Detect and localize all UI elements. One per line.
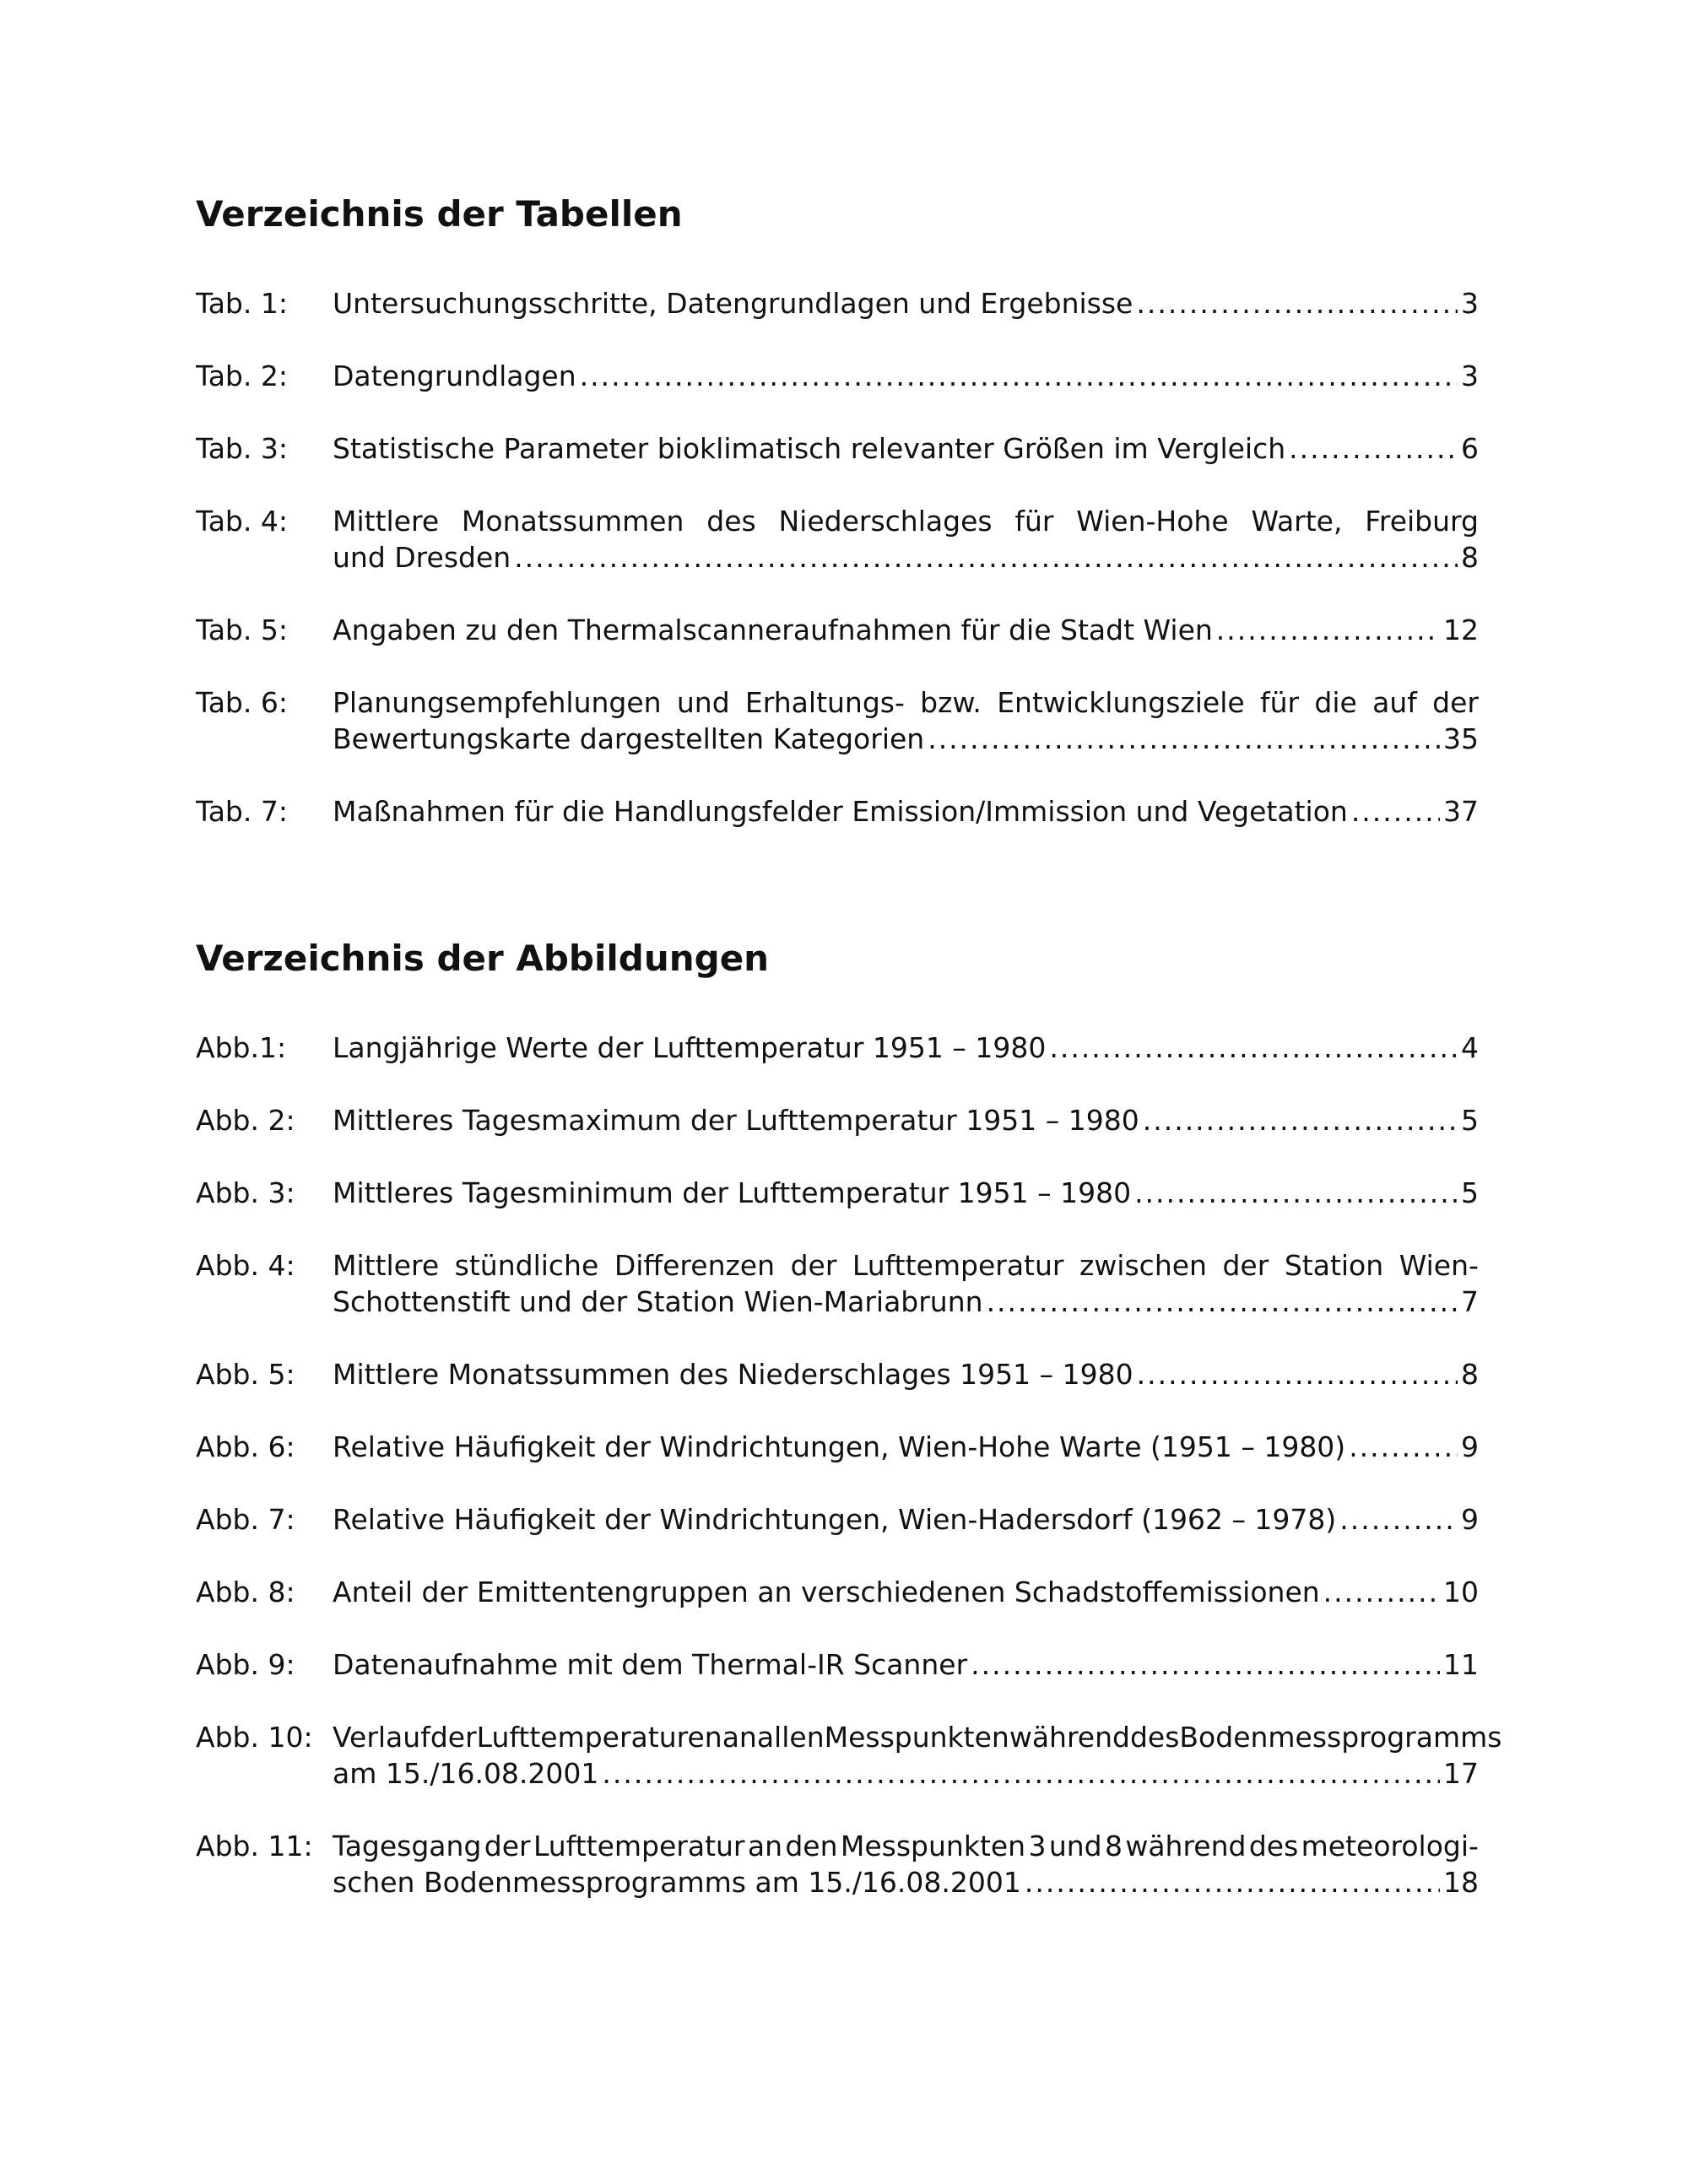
entry-last-line: [333, 1646, 1479, 1683]
entry-label: Abb. 6:: [196, 1430, 295, 1463]
entry-text-line: Verlauf der Lufttemperaturen an allen Messpunkten während des Bodenmessprogramms: [333, 1721, 1502, 1754]
entry-label: Tab. 2:: [196, 359, 288, 392]
list-item: [196, 430, 1479, 467]
entry-label: Abb. 7:: [196, 1503, 295, 1536]
entry-body: [333, 684, 1479, 757]
entry-label: Abb. 11:: [196, 1830, 313, 1862]
list-item: [196, 1574, 1479, 1610]
entry-text-line: Mittlere Monatssummen des Niederschlages für Wien-Hohe Warte, Freiburg: [333, 505, 1479, 538]
page-number: 17: [1443, 1757, 1479, 1790]
dot-leader: [1134, 1175, 1458, 1211]
entry-title: Angaben zu den Thermalscanneraufnahmen für die Stadt Wien: [333, 614, 1213, 646]
entry-title: Statistische Parameter bioklimatisch relevanter Größen im Vergleich: [333, 432, 1286, 465]
page-number: 12: [1443, 614, 1479, 646]
dot-leader: [580, 358, 1458, 394]
entry-last-line: [333, 1102, 1479, 1138]
entry-body: [333, 612, 1479, 648]
entry-last-line: [333, 1175, 1479, 1211]
list-item: [196, 1030, 1479, 1066]
dot-leader: [987, 1284, 1458, 1320]
entry-body: [333, 430, 1479, 467]
dot-leader: [1049, 1030, 1458, 1066]
entry-label: Tab. 1:: [196, 287, 288, 320]
entry-body: [333, 1175, 1479, 1211]
list-item: [196, 1719, 1502, 1792]
page-number: 18: [1443, 1866, 1479, 1899]
dot-leader: [514, 539, 1458, 576]
entry-label: Tab. 5:: [196, 614, 288, 646]
entry-last-line: [333, 721, 1479, 757]
entry-title: schen Bodenmessprogramms am 15./16.08.2001: [333, 1866, 1021, 1899]
list-item: [196, 1646, 1479, 1683]
list-item: [196, 285, 1479, 322]
dot-leader: [1136, 285, 1458, 322]
entry-title: Datengrundlagen: [333, 359, 576, 392]
entry-body: [333, 1646, 1479, 1683]
entry-last-line: [333, 1864, 1479, 1900]
page-number: 3: [1461, 287, 1479, 320]
entry-title: am 15./16.08.2001: [333, 1757, 599, 1790]
entry-label: Abb. 3:: [196, 1176, 295, 1209]
entry-label: Tab. 7:: [196, 795, 288, 828]
list-item: [196, 358, 1479, 394]
entry-label: Abb.1:: [196, 1031, 287, 1064]
dot-leader: [971, 1646, 1440, 1683]
dot-leader: [1137, 1356, 1458, 1392]
entry-body: [333, 1501, 1479, 1538]
entry-body: [333, 503, 1479, 576]
list-item: [196, 1102, 1479, 1138]
entry-title: Datenaufnahme mit dem Thermal-IR Scanner: [333, 1648, 968, 1681]
entry-title: Langjährige Werte der Lufttemperatur 1951 – 1980: [333, 1031, 1047, 1064]
list-item: [196, 684, 1479, 757]
entry-last-line: [333, 285, 1479, 322]
dot-leader: [1349, 1429, 1458, 1465]
dot-leader: [1351, 793, 1440, 830]
entry-body: [333, 1247, 1479, 1320]
entry-body: [333, 1429, 1479, 1465]
page-number: 10: [1443, 1576, 1479, 1608]
entry-label: Abb. 8:: [196, 1576, 295, 1608]
entry-label: Tab. 3:: [196, 432, 288, 465]
page-number: 11: [1443, 1648, 1479, 1681]
entry-body: [333, 285, 1479, 322]
entry-title: Bewertungskarte dargestellten Kategorien: [333, 722, 925, 755]
page-number: 7: [1461, 1285, 1479, 1318]
entry-label: Abb. 2:: [196, 1104, 295, 1137]
page-number: 4: [1461, 1031, 1479, 1064]
entry-last-line: [333, 1501, 1479, 1538]
entry-label: Abb. 10:: [196, 1721, 313, 1754]
entry-body: [333, 1030, 1479, 1066]
entry-label: Abb. 9:: [196, 1648, 295, 1681]
entry-text-line: Mittlere stündliche Differenzen der Lufttemperatur zwischen der Station Wien-: [333, 1249, 1479, 1282]
entry-last-line: [333, 1284, 1479, 1320]
entry-last-line: [333, 1429, 1479, 1465]
entry-last-line: [333, 539, 1479, 576]
entry-label: Abb. 5:: [196, 1358, 295, 1391]
entry-body: [333, 1828, 1479, 1900]
entry-label: Abb. 4:: [196, 1249, 295, 1282]
list-tabellen: [196, 285, 1479, 866]
list-item: [196, 1356, 1479, 1392]
entry-last-line: [333, 612, 1479, 648]
entry-last-line: [333, 358, 1479, 394]
page-number: 37: [1443, 795, 1479, 828]
page-number: 5: [1461, 1176, 1479, 1209]
dot-leader: [928, 721, 1440, 757]
entry-text-line: Tagesgang der Lufttemperatur an den Messpunkten 3 und 8 während des meteorologi-: [333, 1830, 1479, 1862]
page-number: 3: [1461, 359, 1479, 392]
page-number: 5: [1461, 1104, 1479, 1137]
entry-body: [333, 793, 1479, 830]
list-item: [196, 1247, 1479, 1320]
entry-last-line: [333, 1574, 1479, 1610]
entry-title: und Dresden: [333, 541, 511, 574]
entry-title: Mittleres Tagesminimum der Lufttemperatur 1951 – 1980: [333, 1176, 1132, 1209]
entry-body: [333, 358, 1479, 394]
entry-title: Schottenstift und der Station Wien-Mariabrunn: [333, 1285, 983, 1318]
entry-last-line: [333, 430, 1479, 467]
entry-body: [333, 1356, 1479, 1392]
page-number: 8: [1461, 1358, 1479, 1391]
entry-title: Untersuchungsschritte, Datengrundlagen und Ergebnisse: [333, 287, 1133, 320]
section-title-tabellen: Verzeichnis der Tabellen: [196, 193, 683, 235]
list-item: [196, 793, 1479, 830]
entry-title: Relative Häufigkeit der Windrichtungen, Wien-Hohe Warte (1951 – 1980): [333, 1430, 1346, 1463]
entry-title: Mittlere Monatssummen des Niederschlages 1951 – 1980: [333, 1358, 1133, 1391]
entry-title: Maßnahmen für die Handlungsfelder Emission/Immission und Vegetation: [333, 795, 1348, 828]
page-number: 8: [1461, 541, 1479, 574]
page-number: 35: [1443, 722, 1479, 755]
list-abbildungen: [196, 1030, 1502, 1937]
list-item: [196, 1828, 1479, 1900]
entry-body: [333, 1574, 1479, 1610]
dot-leader: [1143, 1102, 1458, 1138]
dot-leader: [1216, 612, 1440, 648]
entry-title: Anteil der Emittentengruppen an verschiedenen Schadstoffemissionen: [333, 1576, 1320, 1608]
dot-leader: [1025, 1864, 1440, 1900]
dot-leader: [602, 1755, 1440, 1792]
entry-last-line: [333, 1356, 1479, 1392]
page-number: 9: [1461, 1430, 1479, 1463]
page-number: 9: [1461, 1503, 1479, 1536]
section-title-abbildungen: Verzeichnis der Abbildungen: [196, 938, 770, 979]
dot-leader: [1323, 1574, 1440, 1610]
entry-text-line: Planungsempfehlungen und Erhaltungs- bzw. Entwicklungsziele für die auf der: [333, 686, 1479, 719]
page-number: 6: [1461, 432, 1479, 465]
entry-label: Tab. 4:: [196, 505, 288, 538]
entry-title: Relative Häufigkeit der Windrichtungen, Wien-Hadersdorf (1962 – 1978): [333, 1503, 1337, 1536]
entry-last-line: [333, 793, 1479, 830]
list-item: [196, 1501, 1479, 1538]
dot-leader: [1289, 430, 1458, 467]
dot-leader: [1339, 1501, 1458, 1538]
list-item: [196, 1175, 1479, 1211]
entry-last-line: [333, 1755, 1479, 1792]
entry-body: [333, 1102, 1479, 1138]
list-item: [196, 612, 1479, 648]
entry-last-line: [333, 1030, 1479, 1066]
list-item: [196, 1429, 1479, 1465]
entry-body: [333, 1719, 1502, 1792]
entry-label: Tab. 6:: [196, 686, 288, 719]
entry-title: Mittleres Tagesmaximum der Lufttemperatur 1951 – 1980: [333, 1104, 1139, 1137]
list-item: [196, 503, 1479, 576]
